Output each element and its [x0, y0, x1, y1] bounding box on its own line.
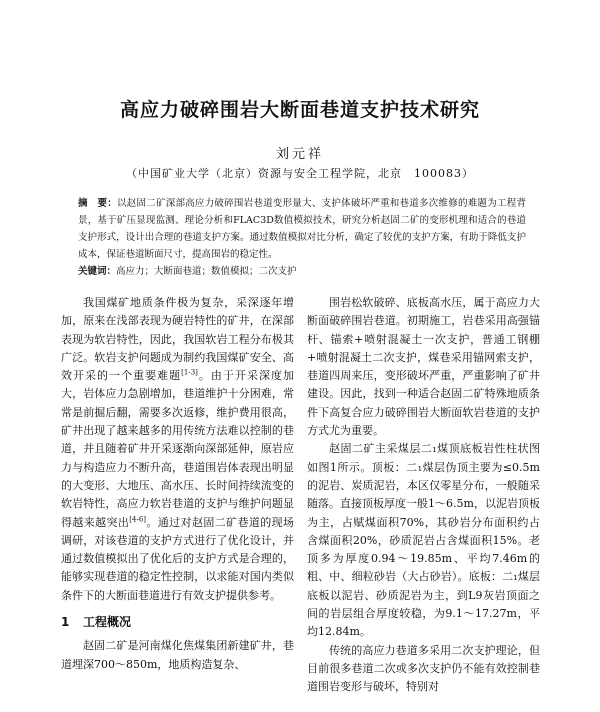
section-title: 工程概况	[83, 615, 132, 630]
right-column	[307, 294, 540, 697]
intro-paragraph	[61, 294, 294, 605]
abstract-label: 摘 要：	[78, 198, 117, 209]
right-paragraph-3: 传统的高应力巷道多采用二次支护理论，但目前很多巷道二次或多次支护仍不能有效控制巷道围岩变形与破坏，特别对	[307, 643, 540, 694]
abstract	[78, 195, 526, 263]
citation-4-6: [4-6]	[129, 514, 147, 523]
intro-text-c: 。通过对赵固二矿巷道的现场调研，对该巷道的支护方式进行了优化设计，并通过数值模拟出了优化后的支护方式是合理的，能够实现巷道的稳定性控制，以求能对国内类似条件下的大断面巷道进行有效支护提供参考。	[61, 515, 295, 602]
left-column	[61, 294, 294, 674]
section-heading	[61, 613, 294, 631]
overview-paragraph: 赵固二矿是河南煤化焦煤集团新建矿井，巷道埋深700～850m，地质构造复杂、	[61, 639, 294, 671]
citation-1-3: [1-3]	[181, 368, 198, 377]
paper-title: 高应力破碎围岩大断面巷道支护技术研究	[119, 99, 480, 121]
keywords	[78, 263, 526, 280]
intro-text-a: 我国煤矿地质条件极为复杂，采深逐年增加，原来在浅部表现为硬岩特性的矿井，在深部表现为软岩特性，因此，我国软岩工程分布极其广泛。软岩支护问题成为制约我国煤矿安全、高效开采的一个重要难题	[61, 296, 294, 383]
abstract-block	[78, 195, 526, 280]
section-number: 1	[61, 615, 70, 630]
right-paragraph-1: 围岩松软破碎、底板高水压，属于高应力大断面破碎围岩巷道。初期施工，岩巷采用高强锚杆、锚索+喷射混凝土一次支护，普通工钢棚+喷射混凝土二次支护，煤巷采用锚网索支护，巷道四周来压，变形破坏严重，严重影响了矿井建设。因此，找到一种适合赵固二矿特殊地质条件下高复合应力破碎围岩大断面软岩巷道的支护方式尤为重要。	[307, 296, 540, 438]
right-paragraph-2: 赵固二矿主采煤层二₁煤顶底板岩性柱状图如图1所示。顶板：二₁煤层伪顶主要为≤0.5m的泥岩、炭质泥岩，本区仅零星分布，一般随采随落。直接顶板厚度一般1～6.5m，以泥岩顶板为主，占赋煤面积70%，其砂岩分布面积约占含煤面积20%，砂质泥岩占含煤面积15%。老顶多为厚度0.94～19.85m、平均7.46m的粗、中、细粒砂岩（大占砂岩）。底板：二₁煤层底板以泥岩、砂质泥岩为主，到L9灰岩顶面之间的岩层组合厚度较稳，为9.1～17.27m，平均12.84m。	[307, 442, 540, 639]
author-affiliation: （中国矿业大学（北京）资源与安全工程学院，北京 100083）	[126, 167, 474, 180]
abstract-text: 以赵固二矿深部高应力破碎围岩巷道变形量大、支护体破坏严重和巷道多次维修的难题为工程背景，基于矿压显现监测、理论分析和FLAC3D数值模拟技术，研究分析赵固二矿的变形机理和适合的巷道支护形式，设计出合理的巷道支护方案。通过数值模拟对比分析，确定了较优的支护方案，有助于降低支护成本，保证巷道断面尺寸，提高围岩的稳定性。	[78, 198, 526, 260]
author-name: 刘元祥	[275, 147, 324, 162]
keywords-text: 高应力；大断面巷道；数值模拟；二次支护	[116, 266, 297, 277]
keywords-label: 关键词：	[78, 266, 117, 277]
intro-text-b: 。由于开采深度加大，岩体应力急剧增加，巷道维护十分困难，常常是前掘后翻，需要多次返修，维护费用很高，矿井出现了越来越多的用传统方法难以控制的巷道，并且随着矿井开采逐渐向深部延伸，原岩应力与构造应力不断升高，巷道围岩体表现出明显的大变形、大地压、高水压、长时间持续流变的软岩特性，高应力软岩巷道的支护与维护问题显得越来越突出	[61, 369, 295, 529]
